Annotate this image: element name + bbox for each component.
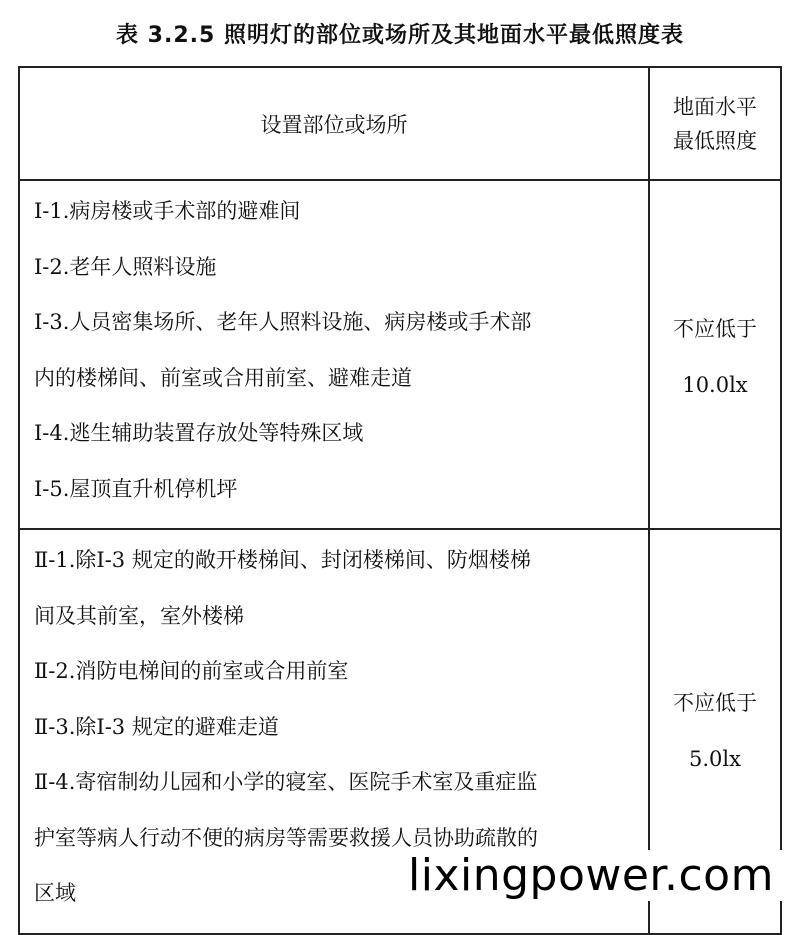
- table-row: [19, 180, 781, 529]
- row1-locations: [19, 180, 649, 529]
- table-title: 表 3.2.5 照明灯的部位或场所及其地面水平最低照度表: [116, 23, 684, 48]
- header-location: 设置部位或场所: [19, 67, 649, 180]
- row1-line: Ⅰ-4.逃生辅助装置存放处等特殊区域: [34, 421, 364, 445]
- row2-value-line2: 5.0lx: [689, 747, 741, 772]
- row2-line: 间及其前室，室外楼梯: [34, 603, 244, 628]
- header-illuminance-line1: 地面水平: [673, 94, 757, 119]
- row1-line: Ⅰ-2.老年人照料设施: [34, 254, 217, 279]
- row1-value-line1: 不应低于: [673, 316, 757, 341]
- header-illuminance: [649, 67, 781, 180]
- row2-line: Ⅱ-4.寄宿制幼儿园和小学的寝室、医院手术室及重症监: [34, 770, 538, 794]
- header-illuminance-line2: 最低照度: [673, 128, 757, 153]
- row1-illuminance: [649, 180, 781, 529]
- row1-line: Ⅰ-3.人员密集场所、老年人照料设施、病房楼或手术部: [34, 310, 532, 334]
- row1-line: Ⅰ-5.屋顶直升机停机坪: [34, 476, 238, 501]
- row2-value-line1: 不应低于: [673, 691, 757, 716]
- row1-value-line2: 10.0lx: [682, 372, 748, 397]
- row2-line: Ⅱ-2.消防电梯间的前室或合用前室: [34, 659, 349, 683]
- row2-line: 护室等病人行动不便的病房等需要救援人员协助疏散的: [34, 825, 538, 850]
- row1-line: 内的楼梯间、前室或合用前室、避难走道: [34, 365, 412, 390]
- watermark: lixingpower.com: [400, 850, 782, 901]
- row2-line: Ⅱ-3.除Ⅰ-3 规定的避难走道: [34, 714, 279, 739]
- row2-line: Ⅱ-1.除Ⅰ-3 规定的敞开楼梯间、封闭楼梯间、防烟楼梯: [34, 548, 531, 572]
- table-header-row: [19, 67, 781, 180]
- illuminance-table: [18, 66, 782, 935]
- row1-line: Ⅰ-1.病房楼或手术部的避难间: [34, 199, 301, 223]
- row2-line: 区域: [34, 881, 76, 905]
